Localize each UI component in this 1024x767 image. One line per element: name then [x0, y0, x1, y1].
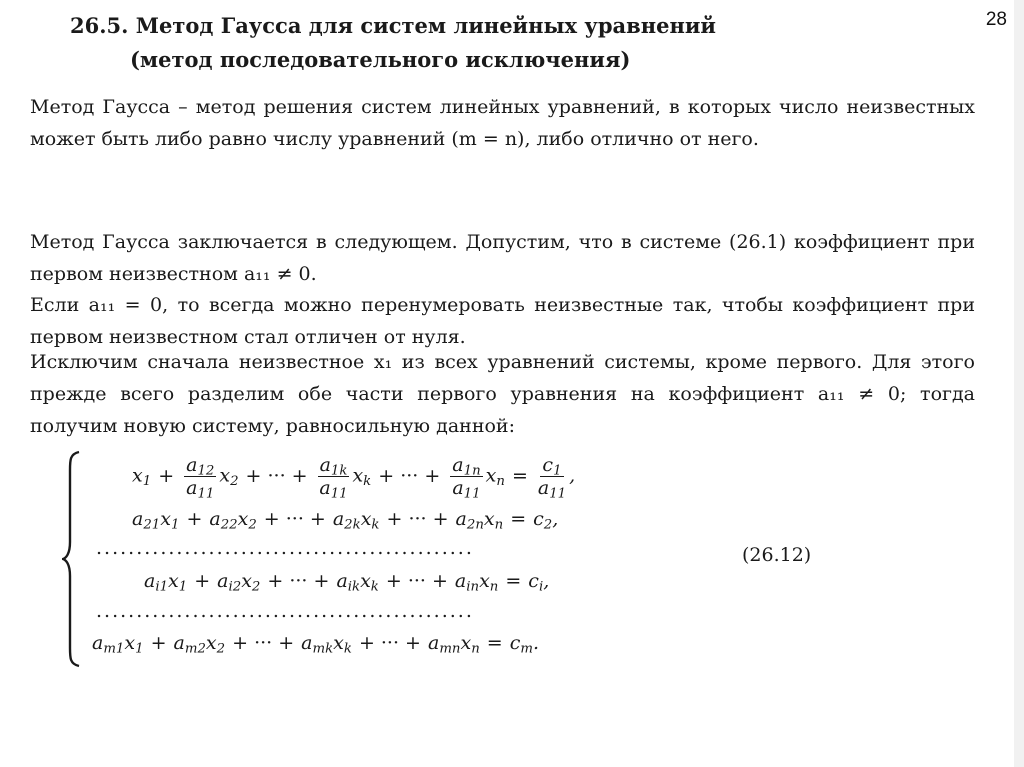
equation-1: $x_1$ + $\frac{a_{12}}{a_{11}}$ $x_2$ + ··· + $\frac{a_{1k}}{a_{11}}$ $x_k$ + ··· + $\frac{a_{1n}}{a_{11}}$ $x_n$ = $\frac{c_1}{a_{11}}$ ,	[132, 454, 576, 502]
dots-row-1: ...............................................	[96, 537, 474, 559]
equation-i: $a_{i1}x_1 + a_{i2}x_2$ + ··· + $a_{ik}x_k$ + ··· + $a_{in}x_n = c_i$,	[144, 570, 550, 595]
paragraph-2: Метод Гаусса заключается в следующем. Допустим, что в системе (26.1) коэффициент при первом неизвестном a₁₁ ≠ 0.	[30, 231, 975, 285]
equation-system	[62, 450, 812, 670]
dots-row-2: ...............................................	[96, 600, 474, 622]
equation-2: $a_{21}x_1 + a_{22}x_2$ + ··· + $a_{2k}x_k$ + ··· + $a_{2n}x_n = c_2$,	[132, 508, 559, 533]
paragraph-4: Исключим сначала неизвестное x₁ из всех уравнений системы, кроме первого. Для этого прежде всего разделим обе части первого уравнения на коэффициент a₁₁ ≠ 0; тогда получим новую систему, равносильную данной:	[30, 351, 975, 437]
left-brace-icon	[62, 450, 82, 668]
equation-label: (26.12)	[742, 544, 812, 566]
scrollbar-edge	[1014, 0, 1024, 767]
page-number: 28	[985, 9, 1007, 30]
title-line-2: (метод последовательного исключения)	[130, 47, 631, 72]
section-title	[70, 9, 940, 77]
equation-m: $a_{m1}x_1 + a_{m2}x_2$ + ··· + $a_{mk}x_k$ + ··· + $a_{mn}x_n = c_m$.	[92, 632, 540, 657]
paragraph-3: Если a₁₁ = 0, то всегда можно перенумеровать неизвестные так, чтобы коэффициент при первом неизвестном стал отличен от нуля.	[30, 294, 975, 348]
paragraph-1: Метод Гаусса – метод решения систем линейных уравнений, в которых число неизвестных может быть либо равно числу уравнений (m = n), либо отлично от него.	[30, 96, 975, 150]
title-line-1: 26.5. Метод Гаусса для систем линейных уравнений	[70, 13, 716, 38]
